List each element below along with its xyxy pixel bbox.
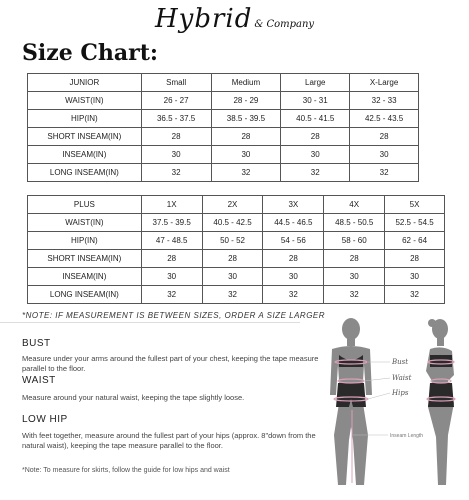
- table-cell: 30 - 31: [281, 92, 350, 110]
- header-cell: X-Large: [350, 74, 419, 92]
- table-cell: 50 - 52: [202, 232, 263, 250]
- table-cell: 30: [350, 146, 419, 164]
- table-row: [28, 214, 445, 232]
- brand-logo: [0, 4, 469, 34]
- table-cell: 52.5 - 54.5: [385, 214, 445, 232]
- table-cell: 26 - 27: [141, 92, 211, 110]
- row-label: WAIST(IN): [28, 214, 142, 232]
- table-row: [28, 128, 419, 146]
- table-row: [28, 232, 445, 250]
- table-header-row: [28, 196, 445, 214]
- table-cell: 30: [141, 268, 202, 286]
- table-cell: 32: [263, 286, 324, 304]
- table-row: [28, 110, 419, 128]
- table-cell: 47 - 48.5: [141, 232, 202, 250]
- table-cell: 28: [141, 128, 211, 146]
- row-label: SHORT INSEAM(IN): [28, 250, 142, 268]
- table-cell: 32 - 33: [350, 92, 419, 110]
- table-cell: 30: [385, 268, 445, 286]
- table-cell: 28: [385, 250, 445, 268]
- table-cell: 28: [281, 128, 350, 146]
- table-cell: 32: [350, 164, 419, 182]
- waist-instructions: Measure around your natural waist, keeping the tape slightly loose.: [22, 393, 245, 402]
- table-cell: 28: [324, 250, 385, 268]
- table-row: [28, 92, 419, 110]
- table-row: [28, 146, 419, 164]
- row-label: HIP(IN): [28, 110, 142, 128]
- row-label: LONG INSEAM(IN): [28, 164, 142, 182]
- table-row: [28, 164, 419, 182]
- waist-title: WAIST: [22, 375, 56, 386]
- brand-name: Hybrid: [154, 4, 253, 34]
- row-label: INSEAM(IN): [28, 268, 142, 286]
- header-cell: 2X: [202, 196, 263, 214]
- bust-title: BUST: [22, 338, 51, 349]
- table-row: [28, 286, 445, 304]
- row-label: LONG INSEAM(IN): [28, 286, 142, 304]
- table-cell: 28: [350, 128, 419, 146]
- table-cell: 62 - 64: [385, 232, 445, 250]
- table-cell: 44.5 - 46.5: [263, 214, 324, 232]
- table-cell: 32: [141, 286, 202, 304]
- table-cell: 48.5 - 50.5: [324, 214, 385, 232]
- table-cell: 32: [385, 286, 445, 304]
- table-row: [28, 268, 445, 286]
- junior-size-table: [27, 73, 419, 182]
- table-cell: 28: [211, 128, 281, 146]
- header-cell: 1X: [141, 196, 202, 214]
- header-cell: Small: [141, 74, 211, 92]
- table-cell: 28: [202, 250, 263, 268]
- table-cell: 32: [211, 164, 281, 182]
- header-cell: 3X: [263, 196, 324, 214]
- brand-sub: & Company: [254, 19, 315, 30]
- header-cell: Large: [281, 74, 350, 92]
- table-row: [28, 250, 445, 268]
- table-cell: 28: [141, 250, 202, 268]
- table-cell: 28: [263, 250, 324, 268]
- plus-size-table: [27, 195, 445, 304]
- row-label: INSEAM(IN): [28, 146, 142, 164]
- table-cell: 32: [324, 286, 385, 304]
- row-label: SHORT INSEAM(IN): [28, 128, 142, 146]
- inseam-label: Inseam Length: [390, 433, 424, 439]
- table-cell: 30: [202, 268, 263, 286]
- bust-label: Bust: [392, 358, 409, 366]
- table-cell: 32: [141, 164, 211, 182]
- table-cell: 32: [281, 164, 350, 182]
- table-cell: 40.5 - 41.5: [281, 110, 350, 128]
- table-header-row: [28, 74, 419, 92]
- table-cell: 30: [211, 146, 281, 164]
- junior-header: JUNIOR: [28, 74, 142, 92]
- hips-label: Hips: [392, 389, 409, 397]
- header-cell: Medium: [211, 74, 281, 92]
- low-hip-title: LOW HIP: [22, 414, 68, 425]
- table-cell: 36.5 - 37.5: [141, 110, 211, 128]
- table-cell: 40.5 - 42.5: [202, 214, 263, 232]
- sizing-note: *NOTE: IF MEASUREMENT IS BETWEEN SIZES, ORDER A SIZE LARGER: [22, 311, 326, 320]
- header-cell: 5X: [385, 196, 445, 214]
- table-cell: 58 - 60: [324, 232, 385, 250]
- header-cell: 4X: [324, 196, 385, 214]
- bust-instructions: Measure under your arms around the fullest part of your chest, keeping the tape measure parallel to the floor.: [22, 354, 319, 373]
- row-label: WAIST(IN): [28, 92, 142, 110]
- low-hip-instructions: With feet together, measure around the fullest part of your hips (approx. 8"down from the natural waist), keeping the tape measure parallel to the floor.: [22, 431, 316, 450]
- row-label: HIP(IN): [28, 232, 142, 250]
- table-cell: 32: [202, 286, 263, 304]
- table-cell: 42.5 - 43.5: [350, 110, 419, 128]
- table-cell: 54 - 56: [263, 232, 324, 250]
- divider: [0, 322, 300, 323]
- table-cell: 30: [281, 146, 350, 164]
- table-cell: 37.5 - 39.5: [141, 214, 202, 232]
- body-measurement-illustration: [318, 315, 468, 495]
- table-cell: 28 - 29: [211, 92, 281, 110]
- table-cell: 30: [141, 146, 211, 164]
- table-cell: 30: [263, 268, 324, 286]
- plus-header: PLUS: [28, 196, 142, 214]
- table-cell: 38.5 - 39.5: [211, 110, 281, 128]
- table-cell: 30: [324, 268, 385, 286]
- waist-label: Waist: [392, 374, 412, 382]
- size-chart-title: Size Chart:: [22, 40, 159, 66]
- skirt-footnote: *Note: To measure for skirts, follow the guide for low hips and waist: [22, 467, 230, 474]
